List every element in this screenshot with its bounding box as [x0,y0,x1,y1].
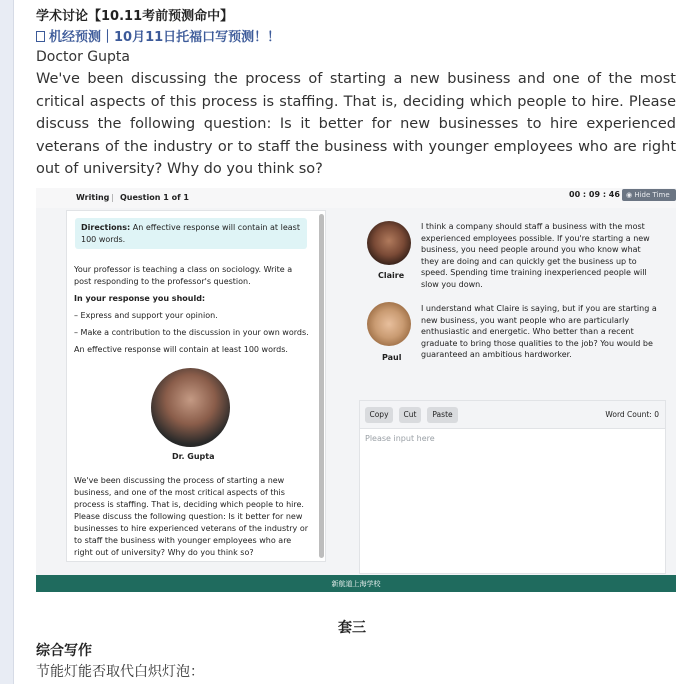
prompt-should: In your response you should: [74,294,206,303]
student-name-claire: Claire [378,271,405,280]
paste-button[interactable]: Paste [427,407,458,423]
section-heading: 套三 [338,620,366,636]
toolbar-separator: | [111,193,114,202]
eye-icon: ◉ [626,191,635,199]
hide-time-label: Hide Time [634,191,670,199]
student-avatar-paul [367,302,411,346]
student-post-claire: I think a company should staff a business with the most experienced employees possible. If you're starting a new business, you need people around you who know what they are doing and can quickly get the business up to speed. Spending time training inexperienced people will slow you down. [421,222,650,289]
response-textarea[interactable]: Please input here [365,434,435,443]
article-title: 学术讨论【10.11考前预测命中】 [36,9,234,24]
exam-screenshot [36,188,676,592]
category-heading: 综合写作 [36,643,92,659]
prompt-intro: Your professor is teaching a class on sociology. Write a post responding to the professor's question. [74,265,293,286]
document-icon [36,31,45,42]
doctor-name: Doctor Gupta [36,49,130,65]
subtitle-text: 机经预测｜10月11日托福口写预测！！ [49,30,281,45]
prompt-effective: An effective response will contain at least 100 words. [74,345,288,354]
left-sidebar-strip [0,0,14,684]
cut-button[interactable]: Cut [399,407,421,423]
left-panel-scrollbar[interactable] [319,214,324,558]
footer-text: 新航道上海学校 [331,580,381,588]
section-label: Writing [76,193,110,202]
footer-banner [36,575,676,592]
article-subtitle-link[interactable] [36,26,280,45]
prompt-bullet-2: – Make a contribution to the discussion in your own words. [74,328,309,337]
copy-button[interactable]: Copy [365,407,393,423]
prompt-bullet-1: – Express and support your opinion. [74,311,218,320]
student-name-paul: Paul [382,353,402,362]
professor-avatar [151,368,230,447]
professor-name: Dr. Gupta [172,452,215,461]
exam-toolbar [36,188,676,208]
student-post-paul: I understand what Claire is saying, but if you are starting a new business, you want people who are particularly enthusiastic and energetic. Who better than a recent graduate to bring those qualities to the job? You would be guaranteed an ambitious hardworker. [421,304,657,359]
editor-toolbar [360,401,665,429]
directions-box [75,218,307,249]
professor-question: We've been discussing the process of starting a new business, and one of the most critical aspects of this process is staffing. That is, deciding which people to hire. Please discuss the following question: Is it better for new businesses to hire experienced veterans of the industry or to staff the business with younger employees who are right out of university? Why do you think so? [74,476,309,557]
question-counter: Question 1 of 1 [120,193,189,202]
response-editor [359,400,666,574]
hide-time-button[interactable] [622,189,676,201]
directions-label: Directions: [81,223,131,232]
writing-question: 节能灯能否取代白炽灯泡： [36,664,204,680]
student-avatar-claire [367,221,411,265]
prompt-paragraph: We've been discussing the process of starting a new business and one of the most critical aspects of this process is staffing. That is, deciding which people to hire. Please discuss the following question: Is it better for new businesses to hire experienced veterans of the industry or to staff the business with younger employees who are right out of university? Why do you think so? [36,71,676,177]
timer: 00 : 09 : 46 [569,190,620,199]
directions-text: An effective response will contain at least 100 words. [81,223,300,244]
word-count: Word Count: 0 [605,410,659,419]
